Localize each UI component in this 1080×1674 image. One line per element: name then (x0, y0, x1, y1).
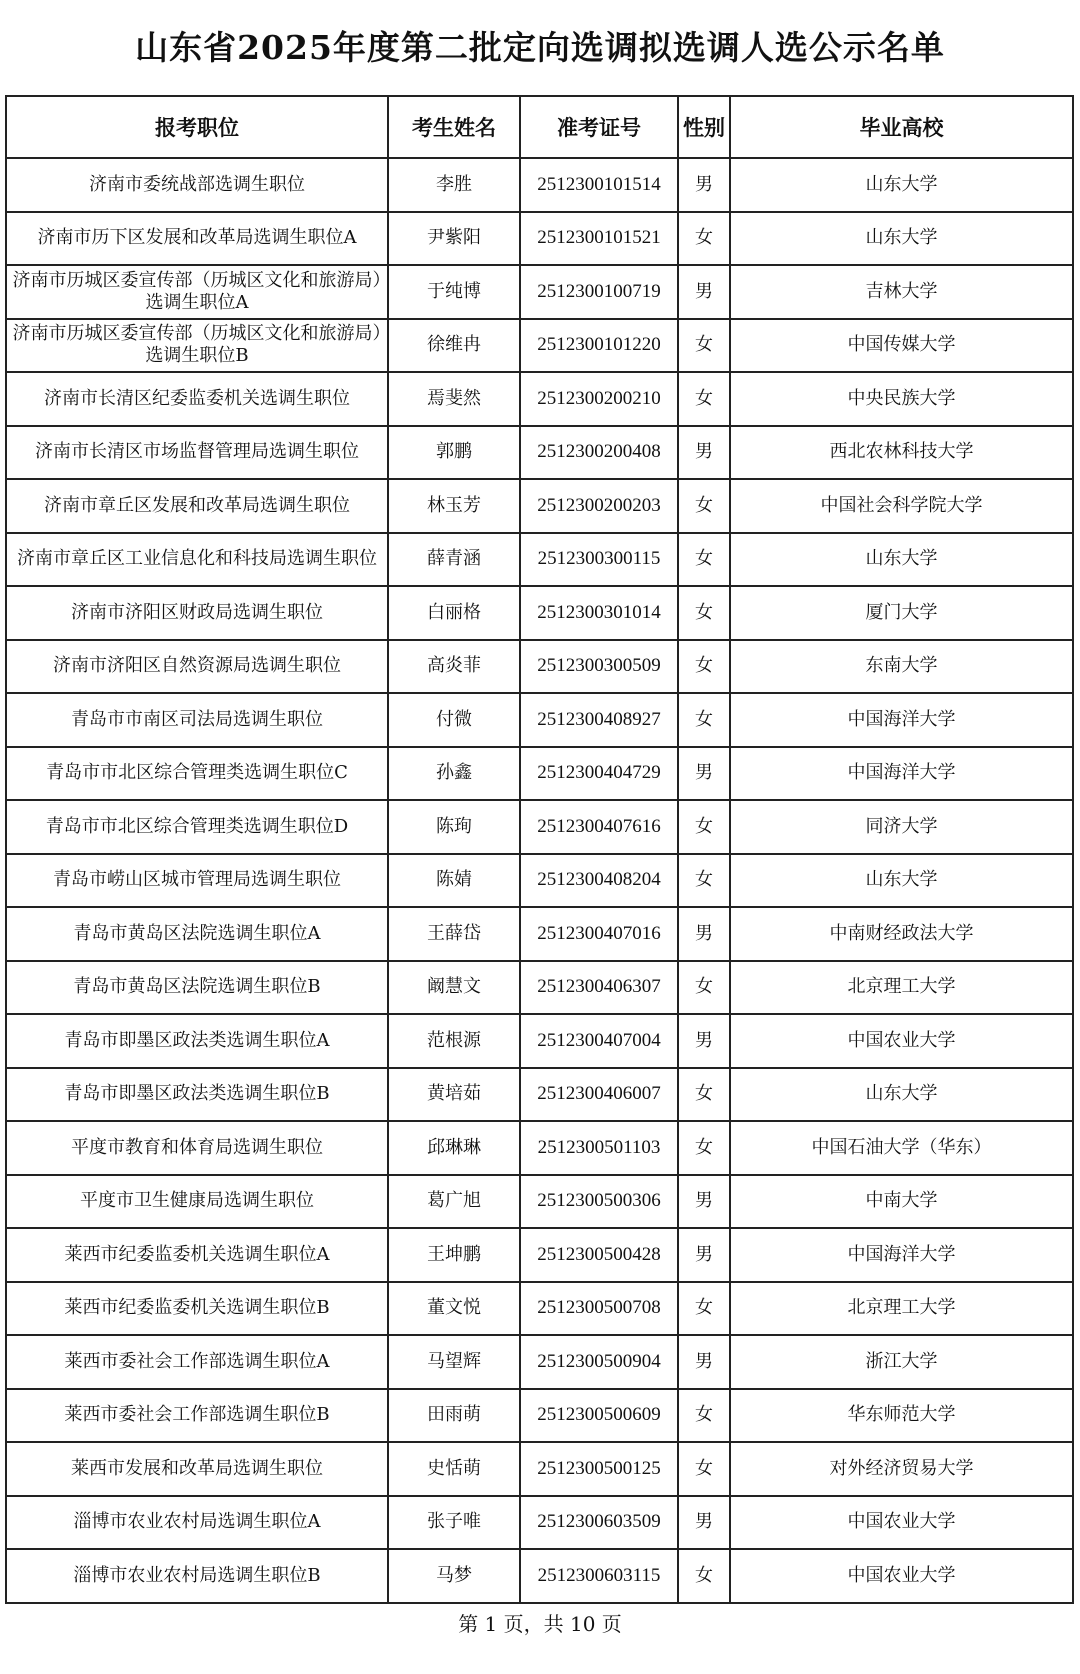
cell-gender: 男 (678, 907, 730, 961)
cell-exam-id: 2512300500428 (520, 1228, 678, 1282)
cell-gender: 女 (678, 212, 730, 266)
cell-exam-id: 2512300407004 (520, 1014, 678, 1068)
cell-university: 吉林大学 (730, 265, 1073, 319)
table-row (6, 1068, 1073, 1122)
cell-exam-id: 2512300300509 (520, 640, 678, 694)
cell-gender: 女 (678, 372, 730, 426)
cell-gender: 女 (678, 1068, 730, 1122)
header-gender: 性别 (678, 96, 730, 158)
table-header-row (6, 96, 1073, 158)
cell-position: 济南市历城区委宣传部（历城区文化和旅游局）选调生职位A (6, 265, 388, 319)
cell-name: 林玉芳 (388, 479, 520, 533)
table-row (6, 1389, 1073, 1443)
cell-position: 莱西市发展和改革局选调生职位 (6, 1442, 388, 1496)
cell-exam-id: 2512300406007 (520, 1068, 678, 1122)
cell-position: 济南市委统战部选调生职位 (6, 158, 388, 212)
table-row (6, 1282, 1073, 1336)
cell-exam-id: 2512300101220 (520, 319, 678, 373)
cell-position: 青岛市黄岛区法院选调生职位A (6, 907, 388, 961)
cell-university: 东南大学 (730, 640, 1073, 694)
cell-exam-id: 2512300500306 (520, 1175, 678, 1229)
cell-position: 济南市章丘区发展和改革局选调生职位 (6, 479, 388, 533)
cell-exam-id: 2512300407016 (520, 907, 678, 961)
table-row (6, 1335, 1073, 1389)
cell-position: 济南市济阳区财政局选调生职位 (6, 586, 388, 640)
header-position: 报考职位 (6, 96, 388, 158)
cell-name: 李胜 (388, 158, 520, 212)
page-footer: 第 1 页，共 10 页 (458, 1612, 622, 1636)
cell-exam-id: 2512300500708 (520, 1282, 678, 1336)
cell-gender: 女 (678, 1442, 730, 1496)
cell-university: 浙江大学 (730, 1335, 1073, 1389)
cell-name: 史恬萌 (388, 1442, 520, 1496)
cell-university: 同济大学 (730, 800, 1073, 854)
table-row (6, 426, 1073, 480)
table-row (6, 961, 1073, 1015)
cell-gender: 女 (678, 479, 730, 533)
cell-gender: 男 (678, 1175, 730, 1229)
table-row (6, 907, 1073, 961)
table-row (6, 854, 1073, 908)
cell-gender: 男 (678, 747, 730, 801)
cell-exam-id: 2512300408927 (520, 693, 678, 747)
cell-university: 中国海洋大学 (730, 1228, 1073, 1282)
cell-position: 青岛市市北区综合管理类选调生职位C (6, 747, 388, 801)
table-row (6, 640, 1073, 694)
header-exam-id: 准考证号 (520, 96, 678, 158)
table-row (6, 212, 1073, 266)
table-row (6, 586, 1073, 640)
table-row (6, 319, 1073, 373)
table-row (6, 693, 1073, 747)
table-row (6, 1549, 1073, 1603)
table-row (6, 479, 1073, 533)
cell-name: 葛广旭 (388, 1175, 520, 1229)
table-row (6, 1496, 1073, 1550)
cell-university: 中国农业大学 (730, 1496, 1073, 1550)
cell-position: 青岛市即墨区政法类选调生职位A (6, 1014, 388, 1068)
cell-name: 孙鑫 (388, 747, 520, 801)
cell-position: 青岛市市北区综合管理类选调生职位D (6, 800, 388, 854)
cell-gender: 男 (678, 1014, 730, 1068)
cell-name: 张子唯 (388, 1496, 520, 1550)
cell-name: 白丽格 (388, 586, 520, 640)
cell-position: 济南市历城区委宣传部（历城区文化和旅游局）选调生职位B (6, 319, 388, 373)
cell-name: 范根源 (388, 1014, 520, 1068)
cell-position: 淄博市农业农村局选调生职位B (6, 1549, 388, 1603)
cell-university: 中央民族大学 (730, 372, 1073, 426)
table-row (6, 800, 1073, 854)
cell-name: 黄培茹 (388, 1068, 520, 1122)
cell-name: 焉斐然 (388, 372, 520, 426)
cell-name: 于纯博 (388, 265, 520, 319)
cell-position: 济南市章丘区工业信息化和科技局选调生职位 (6, 533, 388, 587)
cell-gender: 女 (678, 1389, 730, 1443)
cell-exam-id: 2512300100719 (520, 265, 678, 319)
cell-exam-id: 2512300101514 (520, 158, 678, 212)
cell-name: 邱琳琳 (388, 1121, 520, 1175)
cell-exam-id: 2512300501103 (520, 1121, 678, 1175)
cell-name: 尹紫阳 (388, 212, 520, 266)
cell-name: 马望辉 (388, 1335, 520, 1389)
table-row (6, 372, 1073, 426)
cell-gender: 女 (678, 1549, 730, 1603)
cell-gender: 男 (678, 426, 730, 480)
table-row (6, 747, 1073, 801)
table-body (6, 158, 1073, 1603)
cell-position: 莱西市委社会工作部选调生职位B (6, 1389, 388, 1443)
cell-university: 西北农林科技大学 (730, 426, 1073, 480)
cell-exam-id: 2512300603509 (520, 1496, 678, 1550)
cell-university: 中南大学 (730, 1175, 1073, 1229)
cell-university: 北京理工大学 (730, 1282, 1073, 1336)
cell-name: 王薛岱 (388, 907, 520, 961)
cell-university: 中国石油大学（华东） (730, 1121, 1073, 1175)
cell-position: 平度市卫生健康局选调生职位 (6, 1175, 388, 1229)
cell-university: 山东大学 (730, 1068, 1073, 1122)
cell-gender: 女 (678, 319, 730, 373)
cell-name: 徐维冉 (388, 319, 520, 373)
cell-university: 中国传媒大学 (730, 319, 1073, 373)
cell-gender: 女 (678, 586, 730, 640)
cell-exam-id: 2512300404729 (520, 747, 678, 801)
cell-position: 淄博市农业农村局选调生职位A (6, 1496, 388, 1550)
cell-gender: 男 (678, 265, 730, 319)
cell-position: 青岛市黄岛区法院选调生职位B (6, 961, 388, 1015)
cell-university: 华东师范大学 (730, 1389, 1073, 1443)
cell-name: 陈婧 (388, 854, 520, 908)
cell-gender: 男 (678, 1335, 730, 1389)
cell-university: 中国海洋大学 (730, 747, 1073, 801)
cell-gender: 男 (678, 1228, 730, 1282)
table-row (6, 158, 1073, 212)
cell-exam-id: 2512300500125 (520, 1442, 678, 1496)
cell-gender: 女 (678, 1282, 730, 1336)
cell-university: 北京理工大学 (730, 961, 1073, 1015)
cell-position: 济南市长清区市场监督管理局选调生职位 (6, 426, 388, 480)
cell-university: 中国农业大学 (730, 1014, 1073, 1068)
cell-exam-id: 2512300407616 (520, 800, 678, 854)
cell-gender: 女 (678, 533, 730, 587)
cell-exam-id: 2512300301014 (520, 586, 678, 640)
cell-position: 济南市济阳区自然资源局选调生职位 (6, 640, 388, 694)
cell-university: 中国海洋大学 (730, 693, 1073, 747)
cell-gender: 女 (678, 693, 730, 747)
cell-university: 中国社会科学院大学 (730, 479, 1073, 533)
cell-exam-id: 2512300406307 (520, 961, 678, 1015)
cell-exam-id: 2512300500609 (520, 1389, 678, 1443)
cell-exam-id: 2512300603115 (520, 1549, 678, 1603)
cell-university: 中国农业大学 (730, 1549, 1073, 1603)
cell-name: 郭鹏 (388, 426, 520, 480)
cell-gender: 男 (678, 1496, 730, 1550)
cell-university: 中南财经政法大学 (730, 907, 1073, 961)
cell-exam-id: 2512300408204 (520, 854, 678, 908)
cell-exam-id: 2512300300115 (520, 533, 678, 587)
table-row (6, 1014, 1073, 1068)
page-title: 山东省2025年度第二批定向选调拟选调人选公示名单 (135, 28, 945, 67)
cell-name: 付微 (388, 693, 520, 747)
cell-position: 平度市教育和体育局选调生职位 (6, 1121, 388, 1175)
cell-position: 莱西市委社会工作部选调生职位A (6, 1335, 388, 1389)
table-row (6, 265, 1073, 319)
cell-name: 王坤鹏 (388, 1228, 520, 1282)
cell-position: 青岛市即墨区政法类选调生职位B (6, 1068, 388, 1122)
cell-university: 山东大学 (730, 212, 1073, 266)
cell-gender: 女 (678, 640, 730, 694)
table-row (6, 1175, 1073, 1229)
cell-position: 济南市历下区发展和改革局选调生职位A (6, 212, 388, 266)
header-university: 毕业高校 (730, 96, 1073, 158)
cell-name: 薛青涵 (388, 533, 520, 587)
candidate-table (5, 95, 1074, 1604)
cell-position: 莱西市纪委监委机关选调生职位B (6, 1282, 388, 1336)
cell-name: 董文悦 (388, 1282, 520, 1336)
cell-name: 阚慧文 (388, 961, 520, 1015)
table-row (6, 1228, 1073, 1282)
cell-name: 高炎菲 (388, 640, 520, 694)
cell-gender: 男 (678, 158, 730, 212)
cell-position: 莱西市纪委监委机关选调生职位A (6, 1228, 388, 1282)
cell-gender: 女 (678, 961, 730, 1015)
cell-position: 青岛市市南区司法局选调生职位 (6, 693, 388, 747)
table-row (6, 533, 1073, 587)
cell-name: 马梦 (388, 1549, 520, 1603)
table-row (6, 1121, 1073, 1175)
header-name: 考生姓名 (388, 96, 520, 158)
cell-exam-id: 2512300200408 (520, 426, 678, 480)
cell-exam-id: 2512300500904 (520, 1335, 678, 1389)
cell-gender: 女 (678, 854, 730, 908)
table-row (6, 1442, 1073, 1496)
cell-position: 青岛市崂山区城市管理局选调生职位 (6, 854, 388, 908)
cell-gender: 女 (678, 800, 730, 854)
cell-university: 山东大学 (730, 854, 1073, 908)
cell-exam-id: 2512300200203 (520, 479, 678, 533)
cell-university: 山东大学 (730, 533, 1073, 587)
cell-university: 对外经济贸易大学 (730, 1442, 1073, 1496)
cell-name: 田雨萌 (388, 1389, 520, 1443)
cell-exam-id: 2512300200210 (520, 372, 678, 426)
cell-name: 陈珣 (388, 800, 520, 854)
cell-university: 山东大学 (730, 158, 1073, 212)
cell-gender: 女 (678, 1121, 730, 1175)
cell-exam-id: 2512300101521 (520, 212, 678, 266)
cell-university: 厦门大学 (730, 586, 1073, 640)
cell-position: 济南市长清区纪委监委机关选调生职位 (6, 372, 388, 426)
